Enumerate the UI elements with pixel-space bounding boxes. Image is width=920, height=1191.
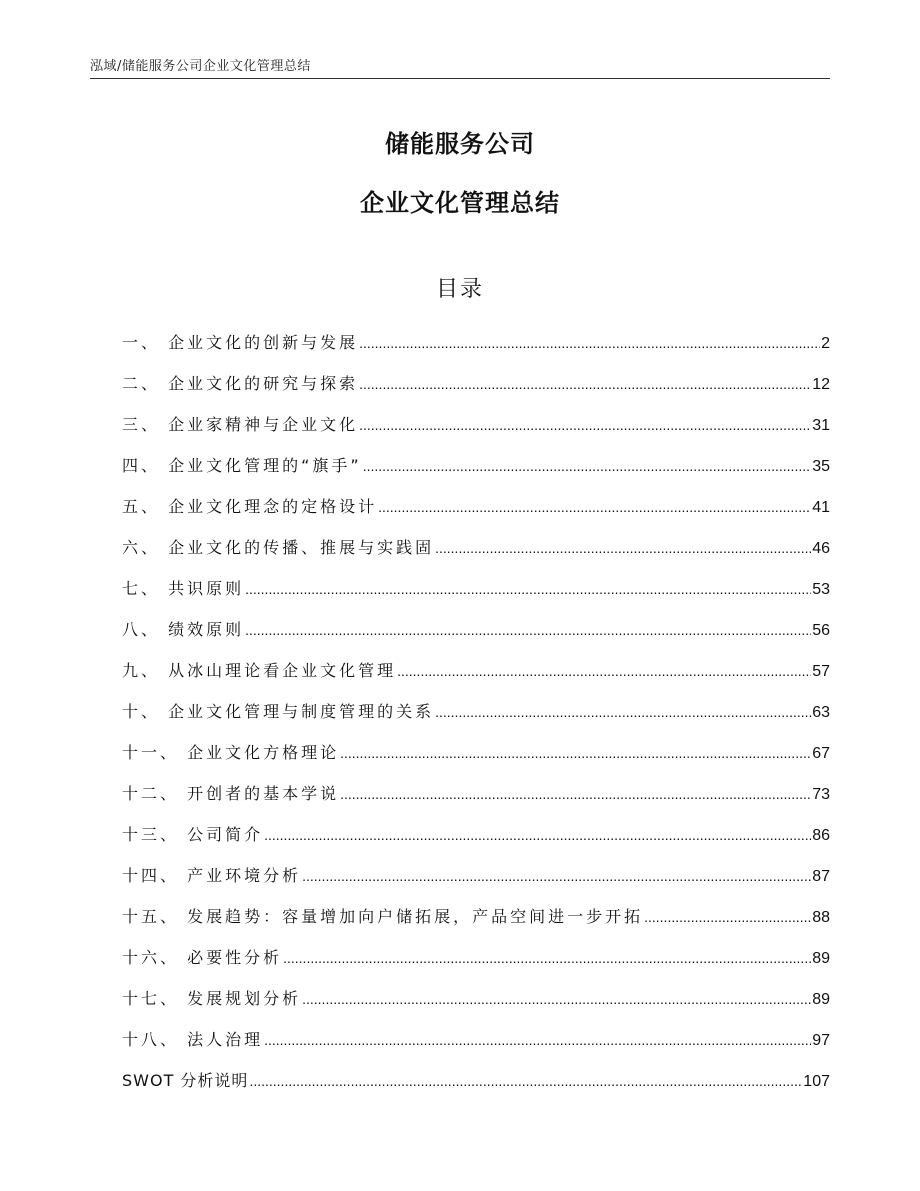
toc-dot-leader bbox=[359, 323, 820, 364]
toc-dot-leader bbox=[378, 487, 811, 528]
toc-entry-label: 企业文化理念的定格设计 bbox=[168, 497, 378, 516]
toc-dot-leader bbox=[264, 1020, 811, 1061]
toc-entry-page-number: 56 bbox=[812, 622, 830, 639]
toc-heading: 目录 bbox=[435, 277, 484, 302]
toc-entry-label: SWOT 分析说明 bbox=[122, 1071, 249, 1090]
toc-entry-label: 必要性分析 bbox=[187, 948, 283, 967]
toc-entry-page-number: 89 bbox=[812, 950, 830, 967]
toc-entry-number: 十七、 bbox=[122, 989, 188, 1008]
toc-entry-page-number: 2 bbox=[821, 335, 830, 352]
toc-entry-number: 二、 bbox=[122, 374, 169, 393]
toc-entry-label: 公司简介 bbox=[187, 825, 264, 844]
toc-dot-leader bbox=[359, 405, 811, 446]
toc-entry-number: 十五、 bbox=[122, 907, 188, 926]
page-header: 泓域/储能服务公司企业文化管理总结 bbox=[90, 59, 311, 74]
toc-dot-leader bbox=[283, 938, 811, 979]
toc-entry-number: 十一、 bbox=[122, 743, 188, 762]
toc-entry-number: 四、 bbox=[122, 456, 169, 475]
toc-entry[interactable] bbox=[122, 1019, 830, 1060]
toc-entry[interactable] bbox=[122, 404, 830, 445]
toc-entry-label: 产业环境分析 bbox=[187, 866, 302, 885]
toc-entry-number: 七、 bbox=[122, 579, 169, 598]
toc-entry[interactable] bbox=[122, 445, 830, 486]
toc-entry-label: 发展趋势：容量增加向户储拓展，产品空间进一步开拓 bbox=[187, 907, 644, 926]
toc-entry-label: 企业文化管理的“旗手” bbox=[168, 456, 362, 475]
toc-entry-page-number: 73 bbox=[812, 786, 830, 803]
toc-entry[interactable] bbox=[122, 732, 830, 773]
toc-entry-number: 五、 bbox=[122, 497, 169, 516]
toc-dot-leader bbox=[302, 856, 811, 897]
toc-entry-label: 企业文化的创新与发展 bbox=[168, 333, 359, 352]
toc-entry-label: 发展规划分析 bbox=[187, 989, 302, 1008]
toc-entry-label: 企业文化的传播、推展与实践固 bbox=[168, 538, 435, 557]
toc-entry-page-number: 46 bbox=[812, 540, 830, 557]
toc-entry[interactable] bbox=[122, 1060, 830, 1101]
toc-entry[interactable] bbox=[122, 978, 830, 1019]
toc-entry[interactable] bbox=[122, 814, 830, 855]
toc-entry[interactable] bbox=[122, 773, 830, 814]
toc-dot-leader bbox=[264, 815, 811, 856]
toc-entry[interactable] bbox=[122, 568, 830, 609]
toc-entry-label: 企业文化的研究与探索 bbox=[168, 374, 359, 393]
toc-entry-page-number: 35 bbox=[812, 458, 830, 475]
toc-entry-label: 企业文化方格理论 bbox=[187, 743, 340, 762]
toc-dot-leader bbox=[340, 733, 811, 774]
toc-entry-page-number: 31 bbox=[812, 417, 830, 434]
toc-entry-number: 十四、 bbox=[122, 866, 188, 885]
toc-entry-number: 一、 bbox=[122, 333, 169, 352]
toc-entry-label: 从冰山理论看企业文化管理 bbox=[168, 661, 397, 680]
header-divider bbox=[90, 78, 830, 79]
toc-entry-number: 十六、 bbox=[122, 948, 188, 967]
toc-entry-label: 法人治理 bbox=[187, 1030, 264, 1049]
toc-entry[interactable] bbox=[122, 609, 830, 650]
toc-entry[interactable] bbox=[122, 937, 830, 978]
toc-dot-leader bbox=[340, 774, 811, 815]
toc-entry-page-number: 107 bbox=[803, 1073, 830, 1090]
toc-entry-page-number: 86 bbox=[812, 827, 830, 844]
toc-dot-leader bbox=[245, 610, 811, 651]
toc-entry-page-number: 53 bbox=[812, 581, 830, 598]
toc-entry-page-number: 57 bbox=[812, 663, 830, 680]
toc-entry[interactable] bbox=[122, 322, 830, 363]
toc-entry-number: 六、 bbox=[122, 538, 169, 557]
toc-dot-leader bbox=[435, 692, 811, 733]
document-subtitle: 企业文化管理总结 bbox=[360, 189, 560, 217]
toc-entry-page-number: 87 bbox=[812, 868, 830, 885]
toc-entry[interactable] bbox=[122, 650, 830, 691]
toc-entry-label: 企业文化管理与制度管理的关系 bbox=[168, 702, 435, 721]
toc-dot-leader bbox=[359, 364, 811, 405]
toc-entry-number: 十三、 bbox=[122, 825, 188, 844]
toc-dot-leader bbox=[397, 651, 811, 692]
toc-dot-leader bbox=[245, 569, 811, 610]
toc-entry-page-number: 63 bbox=[812, 704, 830, 721]
toc-dot-leader bbox=[644, 897, 811, 938]
toc-entry-label: 企业家精神与企业文化 bbox=[168, 415, 359, 434]
toc-entry-page-number: 41 bbox=[812, 499, 830, 516]
toc-entry[interactable] bbox=[122, 855, 830, 896]
toc-entry[interactable] bbox=[122, 486, 830, 527]
toc-entry-number: 十八、 bbox=[122, 1030, 188, 1049]
toc-entry-page-number: 97 bbox=[812, 1032, 830, 1049]
toc-entry-page-number: 89 bbox=[812, 991, 830, 1008]
toc-entry-label: 绩效原则 bbox=[168, 620, 245, 639]
toc-entry-page-number: 67 bbox=[812, 745, 830, 762]
toc-entry[interactable] bbox=[122, 896, 830, 937]
toc-entry-label: 共识原则 bbox=[168, 579, 245, 598]
table-of-contents bbox=[122, 322, 830, 1101]
toc-entry-page-number: 12 bbox=[812, 376, 830, 393]
toc-entry[interactable] bbox=[122, 527, 830, 568]
toc-entry-number: 十二、 bbox=[122, 784, 188, 803]
toc-entry-number: 八、 bbox=[122, 620, 169, 639]
toc-dot-leader bbox=[363, 446, 812, 487]
toc-entry[interactable] bbox=[122, 691, 830, 732]
toc-dot-leader bbox=[302, 979, 811, 1020]
toc-entry-number: 十、 bbox=[122, 702, 169, 721]
toc-entry[interactable] bbox=[122, 363, 830, 404]
document-title: 储能服务公司 bbox=[385, 130, 535, 158]
toc-dot-leader bbox=[435, 528, 811, 569]
toc-entry-page-number: 88 bbox=[812, 909, 830, 926]
toc-dot-leader bbox=[249, 1061, 802, 1102]
toc-entry-number: 三、 bbox=[122, 415, 169, 434]
toc-entry-number: 九、 bbox=[122, 661, 169, 680]
toc-entry-label: 开创者的基本学说 bbox=[187, 784, 340, 803]
